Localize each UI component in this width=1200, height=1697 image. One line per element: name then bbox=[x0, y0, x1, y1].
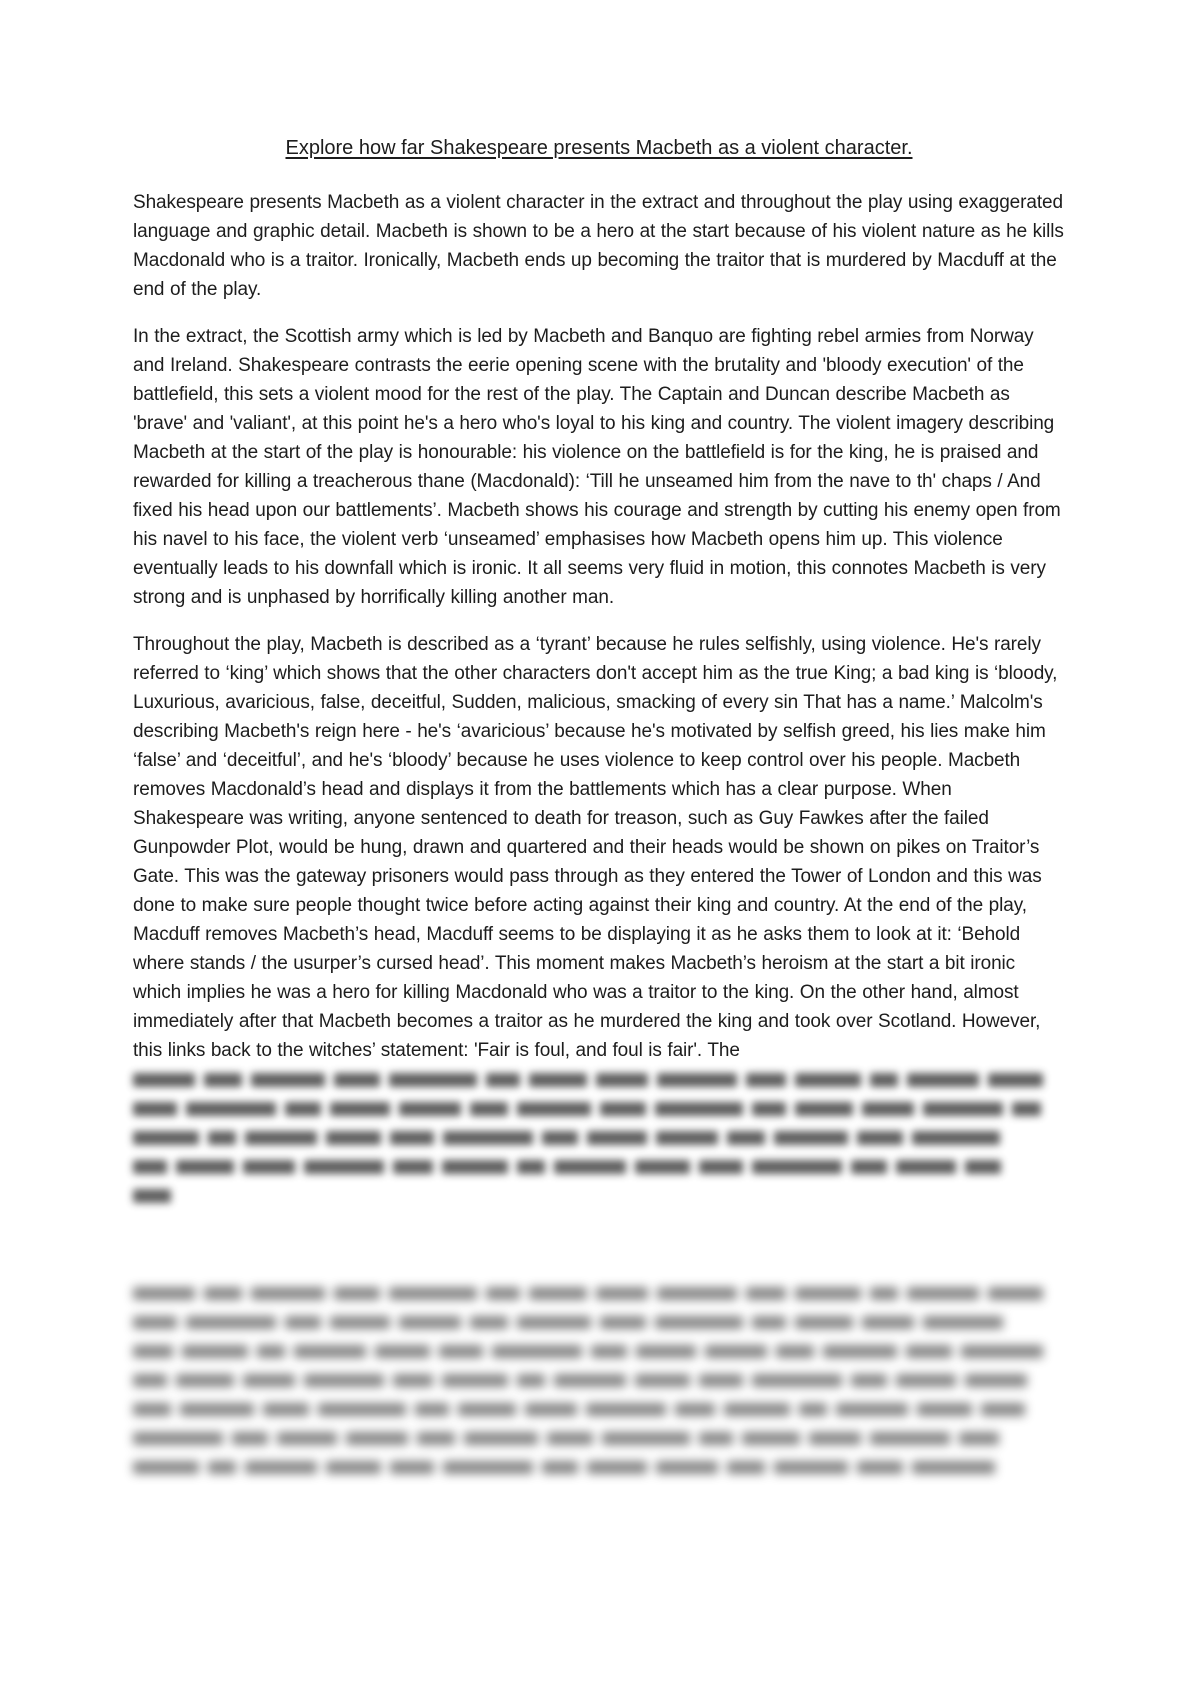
essay-paragraph-1: Shakespeare presents Macbeth as a violent character in the extract and throughout the play using exaggerated language and graphic detail. Macbeth is shown to be a hero at the start because of his violent nature as he kills Macdonald who is a traitor. Ironically, Macbeth ends up becoming the traitor that is murdered by Macduff at the end of the play. bbox=[133, 192, 1064, 300]
blurred-text-continuation bbox=[133, 1065, 1065, 1210]
blurred-word bbox=[655, 1316, 743, 1329]
blurred-word bbox=[492, 1345, 582, 1358]
blurred-word bbox=[752, 1102, 786, 1116]
blurred-word bbox=[393, 1374, 433, 1387]
blurred-word bbox=[636, 1345, 696, 1358]
blurred-word bbox=[907, 1073, 979, 1087]
blurred-word bbox=[486, 1073, 520, 1087]
blurred-word bbox=[587, 1461, 647, 1474]
blurred-word bbox=[912, 1131, 1000, 1145]
blurred-word bbox=[600, 1102, 646, 1116]
blurred-word bbox=[752, 1374, 842, 1387]
blurred-word bbox=[602, 1432, 690, 1445]
blurred-word bbox=[517, 1160, 545, 1174]
blurred-word bbox=[591, 1345, 627, 1358]
blurred-word bbox=[470, 1102, 508, 1116]
blurred-word bbox=[870, 1432, 950, 1445]
blurred-word bbox=[486, 1287, 520, 1300]
blurred-word bbox=[389, 1073, 477, 1087]
blurred-word bbox=[862, 1316, 914, 1329]
blurred-text-line bbox=[133, 1453, 1065, 1482]
blurred-word bbox=[133, 1374, 167, 1387]
blurred-word bbox=[554, 1374, 626, 1387]
blurred-word bbox=[727, 1461, 765, 1474]
blurred-word bbox=[133, 1160, 167, 1174]
blurred-word bbox=[334, 1073, 380, 1087]
blurred-text-line bbox=[133, 1366, 1065, 1395]
blurred-word bbox=[304, 1374, 384, 1387]
blurred-word bbox=[656, 1461, 718, 1474]
blurred-word bbox=[988, 1287, 1043, 1300]
blurred-text-line bbox=[133, 1152, 1065, 1181]
blurred-text-line bbox=[133, 1123, 1065, 1152]
blurred-word bbox=[334, 1287, 380, 1300]
blurred-word bbox=[133, 1316, 177, 1329]
blurred-word bbox=[393, 1160, 433, 1174]
blurred-word bbox=[596, 1287, 648, 1300]
blurred-word bbox=[600, 1316, 646, 1329]
blurred-word bbox=[415, 1403, 449, 1416]
blurred-word bbox=[390, 1461, 434, 1474]
blurred-word bbox=[186, 1102, 276, 1116]
blurred-word bbox=[965, 1374, 1027, 1387]
blurred-word bbox=[330, 1102, 390, 1116]
blurred-word bbox=[277, 1432, 337, 1445]
essay-paragraph-3: Throughout the play, Macbeth is described as a ‘tyrant’ because he rules selfishly, using violence. He's rarely referred to ‘king’ which shows that the other characters don't accept him as the true King; a bad king is ‘bloody, Luxurious, avaricious, false, deceitful, Sudden, malicious, smacking of every sin That has a name.’ Malcolm's describing Macbeth's reign here - he's ‘avaricious’ because he's motivated by selfish greed, his lies make him ‘false’ and ‘deceitful’, and he's ‘bloody’ because he uses violence to keep control over his people. Macbeth removes Macdonald’s head and displays it from the battlements which has a clear purpose. When Shakespeare was writing, anyone sentenced to death for treason, such as Guy Fawkes after the failed Gunpowder Plot, would be hung, drawn and quartered and their heads would be shown on pikes on Traitor’s Gate. This was the gateway prisoners would pass through as they entered the Tower of London and this was done to make sure people thought twice before acting against their king and country. At the end of the play, Macduff removes Macbeth’s head, Macduff seems to be displaying it as he asks them to look at it: ‘Behold where stands / the usurper’s cursed head’. This moment makes Macbeth’s heroism at the start a bit ironic which implies he was a hero for killing Macdonald who was a traitor to the king. On the other hand, almost immediately after that Macbeth becomes a traitor as he murdered the king and took over Scotland. However, this links back to the witches’ statement: 'Fair is foul, and foul is fair'. The bbox=[133, 634, 1058, 1061]
blurred-word bbox=[251, 1287, 325, 1300]
blurred-word bbox=[809, 1432, 861, 1445]
blurred-word bbox=[243, 1160, 295, 1174]
blurred-text-line bbox=[133, 1181, 1065, 1210]
blurred-word bbox=[857, 1461, 903, 1474]
essay-paragraph-2: In the extract, the Scottish army which is led by Macbeth and Banquo are fighting rebel armies from Norway and Ireland. Shakespeare contrasts the eerie opening scene with the brutality and 'bloody execution' of the battlefield, this sets a violent mood for the rest of the play. The Captain and Duncan describe Macbeth as 'brave' and 'valiant', at this point he's a hero who's loyal to his king and country. The violent imagery describing Macbeth at the start of the play is honourable: his violence on the battlefield is for the king, he is praised and rewarded for killing a treacherous thane (Macdonald): ‘Till he unseamed him from the nave to th' chaps / And fixed his head upon our battlements’. Macbeth shows his courage and strength by cutting his enemy open from his navel to his face, the violent verb ‘unseamed’ emphasises how Macbeth opens him up. This violence eventually leads to his downfall which is ironic. It all seems very fluid in motion, this connotes Macbeth is very strong and is unphased by horrifically killing another man. bbox=[133, 326, 1061, 608]
blurred-word bbox=[133, 1432, 223, 1445]
blurred-word bbox=[923, 1316, 1003, 1329]
blurred-text-line bbox=[133, 1279, 1065, 1308]
blurred-word bbox=[795, 1073, 861, 1087]
blurred-text-line bbox=[133, 1395, 1065, 1424]
blurred-text-line bbox=[133, 1065, 1065, 1094]
blurred-word bbox=[133, 1102, 177, 1116]
blurred-word bbox=[245, 1461, 317, 1474]
blurred-word bbox=[635, 1160, 690, 1174]
blurred-word bbox=[330, 1316, 390, 1329]
blurred-word bbox=[245, 1131, 317, 1145]
blurred-word bbox=[399, 1102, 461, 1116]
blurred-word bbox=[399, 1316, 461, 1329]
blurred-word bbox=[961, 1345, 1043, 1358]
blurred-word bbox=[965, 1160, 1001, 1174]
blurred-word bbox=[907, 1287, 979, 1300]
blurred-word bbox=[326, 1131, 381, 1145]
blurred-word bbox=[285, 1102, 321, 1116]
blurred-word bbox=[896, 1374, 956, 1387]
blurred-text-line bbox=[133, 1308, 1065, 1337]
blurred-word bbox=[232, 1432, 268, 1445]
blurred-word bbox=[176, 1374, 234, 1387]
blurred-word bbox=[389, 1287, 477, 1300]
blurred-word bbox=[917, 1403, 972, 1416]
blurred-word bbox=[208, 1131, 236, 1145]
blurred-word bbox=[458, 1403, 516, 1416]
blurred-word bbox=[699, 1432, 733, 1445]
blurred-word bbox=[752, 1160, 842, 1174]
blurred-word bbox=[304, 1160, 384, 1174]
blurred-word bbox=[823, 1345, 897, 1358]
blurred-word bbox=[851, 1160, 887, 1174]
blurred-word bbox=[656, 1131, 718, 1145]
blurred-word bbox=[517, 1102, 591, 1116]
blurred-word bbox=[294, 1345, 366, 1358]
blurred-word bbox=[442, 1374, 508, 1387]
blurred-word bbox=[390, 1131, 434, 1145]
blurred-word bbox=[529, 1073, 587, 1087]
blurred-final-paragraph bbox=[133, 1279, 1065, 1482]
blurred-text-line bbox=[133, 1424, 1065, 1453]
blurred-text-line bbox=[133, 1094, 1065, 1123]
blurred-word bbox=[182, 1345, 248, 1358]
blurred-word bbox=[635, 1374, 690, 1387]
blurred-word bbox=[906, 1345, 952, 1358]
blurred-word bbox=[318, 1403, 406, 1416]
blurred-word bbox=[547, 1432, 593, 1445]
blurred-word bbox=[542, 1461, 578, 1474]
blurred-word bbox=[517, 1374, 545, 1387]
blurred-word bbox=[836, 1403, 908, 1416]
blurred-word bbox=[443, 1131, 533, 1145]
blurred-word bbox=[1012, 1102, 1041, 1116]
blurred-word bbox=[133, 1073, 195, 1087]
blurred-word bbox=[133, 1345, 173, 1358]
blurred-word bbox=[988, 1073, 1043, 1087]
blurred-word bbox=[180, 1403, 254, 1416]
blurred-word bbox=[896, 1160, 956, 1174]
blurred-word bbox=[657, 1073, 737, 1087]
blurred-word bbox=[657, 1287, 737, 1300]
blurred-word bbox=[525, 1403, 577, 1416]
blurred-word bbox=[587, 1131, 647, 1145]
blurred-word bbox=[596, 1073, 648, 1087]
essay-title: Explore how far Shakespeare presents Macbeth as a violent character. bbox=[285, 137, 913, 159]
blurred-word bbox=[204, 1287, 242, 1300]
blurred-word bbox=[257, 1345, 285, 1358]
blurred-word bbox=[285, 1316, 321, 1329]
blurred-word bbox=[746, 1287, 786, 1300]
blurred-word bbox=[439, 1345, 483, 1358]
blurred-word bbox=[699, 1160, 743, 1174]
blurred-word bbox=[346, 1432, 408, 1445]
blurred-word bbox=[326, 1461, 381, 1474]
blurred-word bbox=[795, 1102, 853, 1116]
blurred-word bbox=[251, 1073, 325, 1087]
blurred-word bbox=[724, 1403, 790, 1416]
blurred-word bbox=[517, 1316, 591, 1329]
blurred-word bbox=[263, 1403, 309, 1416]
blurred-word bbox=[464, 1432, 538, 1445]
blurred-word bbox=[746, 1073, 786, 1087]
blurred-word bbox=[870, 1073, 898, 1087]
blurred-word bbox=[133, 1131, 199, 1145]
blurred-word bbox=[204, 1073, 242, 1087]
blurred-word bbox=[705, 1345, 767, 1358]
blurred-word bbox=[699, 1374, 743, 1387]
blurred-word bbox=[186, 1316, 276, 1329]
blurred-word bbox=[742, 1432, 800, 1445]
blurred-word bbox=[727, 1131, 765, 1145]
blurred-word bbox=[443, 1461, 533, 1474]
blurred-word bbox=[529, 1287, 587, 1300]
blurred-word bbox=[857, 1131, 903, 1145]
blurred-word bbox=[133, 1189, 171, 1203]
blurred-word bbox=[799, 1403, 827, 1416]
blurred-word bbox=[981, 1403, 1025, 1416]
blurred-word bbox=[542, 1131, 578, 1145]
blurred-word bbox=[795, 1287, 861, 1300]
blurred-word bbox=[774, 1131, 848, 1145]
blurred-word bbox=[442, 1160, 508, 1174]
blurred-word bbox=[133, 1287, 195, 1300]
blurred-word bbox=[776, 1345, 814, 1358]
blurred-word bbox=[133, 1461, 199, 1474]
blurred-word bbox=[655, 1102, 743, 1116]
blurred-word bbox=[470, 1316, 508, 1329]
blurred-word bbox=[208, 1461, 236, 1474]
blurred-word bbox=[752, 1316, 786, 1329]
blurred-word bbox=[586, 1403, 666, 1416]
blurred-word bbox=[774, 1461, 848, 1474]
blurred-word bbox=[912, 1461, 995, 1474]
blurred-word bbox=[795, 1316, 853, 1329]
blurred-word bbox=[133, 1403, 171, 1416]
blurred-word bbox=[417, 1432, 455, 1445]
blurred-word bbox=[959, 1432, 999, 1445]
blurred-word bbox=[862, 1102, 914, 1116]
blurred-word bbox=[675, 1403, 715, 1416]
blurred-word bbox=[375, 1345, 430, 1358]
blurred-word bbox=[554, 1160, 626, 1174]
blurred-word bbox=[243, 1374, 295, 1387]
blurred-word bbox=[176, 1160, 234, 1174]
blurred-word bbox=[851, 1374, 887, 1387]
blurred-text-line bbox=[133, 1337, 1065, 1366]
blurred-word bbox=[870, 1287, 898, 1300]
blurred-word bbox=[923, 1102, 1003, 1116]
